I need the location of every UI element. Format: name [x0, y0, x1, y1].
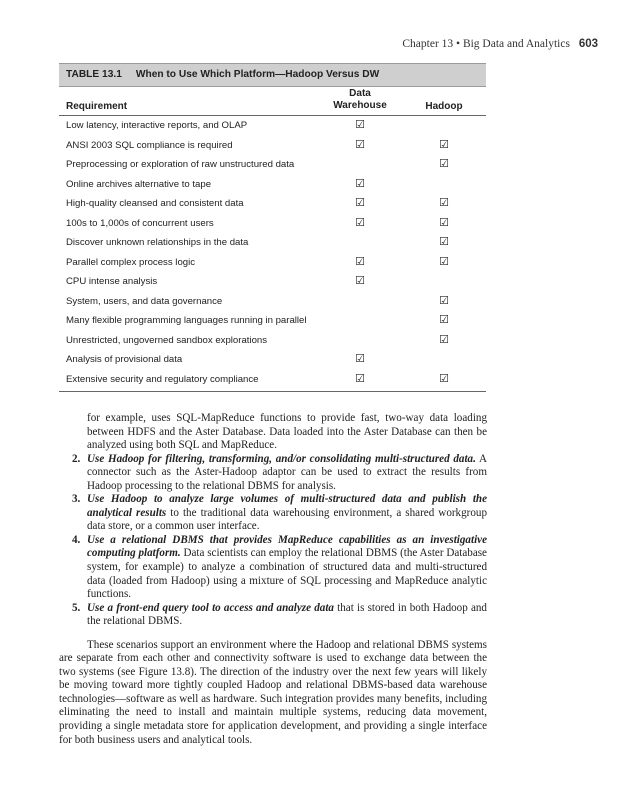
chapter-label: Chapter 13 [402, 38, 454, 50]
table-row [59, 214, 486, 234]
closing-paragraph: These scenarios support an environment where the Hadoop and relational DBMS systems are separate from each other and connectivity software is used to exchange data between the two systems (see Figure 13.8). The direction of the industry over the next few years will likely be moving toward more tightly coupled Hadoop and relational DBMS-based data warehouse technologies—software as well as hardware. Such integration provides many benefits, including eliminating the need to install and maintain multiple systems, reducing data movement, providing a single metadata store for application development, and providing a single interface for both business users and analytical tools. [59, 638, 487, 746]
requirement-cell: ANSI 2003 SQL compliance is required [66, 139, 233, 151]
column-header-data-warehouse: Data Warehouse [333, 88, 387, 111]
table-caption [59, 63, 486, 87]
table-row [59, 272, 486, 292]
list-item-heading: Use Hadoop to analyze large volumes of multi-structured data and publish the analytical results [87, 493, 487, 519]
hadoop-check-cell: ☑ [439, 294, 449, 307]
dw-check-cell: ☑ [355, 177, 365, 190]
table-number: TABLE 13.1 [66, 69, 122, 80]
table-row [59, 350, 486, 370]
list-item-number: 2. [72, 452, 81, 465]
hadoop-check-cell: ☑ [439, 197, 449, 209]
list-item-number: 5. [72, 601, 81, 614]
list-item-text: Data scientists can employ the relational DBMS (the Aster Database system, for example) to analyze a combination of structured data and multi-structured data (loaded from Hadoop) using a mixture of SQL processing and MapReduce analytic functions. [87, 547, 487, 601]
table-body [59, 116, 486, 389]
list-item-heading: Use a front-end query tool to access and analyze data [87, 601, 334, 614]
requirement-cell: Preprocessing or exploration of raw unstructured data [66, 159, 295, 170]
table-bottom-rule [59, 391, 486, 392]
platform-comparison-table [59, 63, 486, 392]
table-row [59, 331, 486, 351]
requirement-cell: High-quality cleansed and consistent data [66, 198, 244, 209]
list-item-heading: Use a relational DBMS that provides MapReduce capabilities as an investigative computing platform. [87, 533, 487, 560]
table-title: When to Use Which Platform—Hadoop Versus DW [135, 69, 380, 80]
list-item [59, 602, 487, 629]
hadoop-check-cell: ☑ [439, 158, 449, 170]
table-row [59, 292, 486, 312]
continuation-paragraph: for example, uses SQL-MapReduce functions to provide fast, two-way data loading between HDFS and the Aster Database. Data loaded into the Aster Database can then be analyzed using both SQL and MapReduce. [87, 412, 487, 452]
list-item [59, 453, 487, 494]
requirement-cell: Extensive security and regulatory compliance [66, 373, 259, 385]
page-number: 603 [578, 38, 598, 50]
chapter-title: Big Data and Analytics [462, 38, 570, 50]
requirement-cell: System, users, and data governance [66, 295, 223, 307]
hadoop-check-cell: ☑ [439, 333, 449, 346]
table-row [59, 175, 486, 195]
table-row [59, 136, 486, 156]
hadoop-check-cell: ☑ [439, 138, 449, 151]
requirement-cell: Parallel complex process logic [66, 256, 196, 268]
hadoop-check-cell: ☑ [439, 314, 449, 326]
dw-check-cell: ☑ [355, 275, 365, 287]
table-row [59, 311, 486, 331]
list-item-text: to the traditional data warehousing environment, a shared workgroup data store, or a common user interface. [87, 506, 487, 533]
list-item [59, 534, 487, 602]
requirement-cell: CPU intense analysis [66, 276, 158, 287]
requirement-cell: Discover unknown relationships in the data [66, 237, 249, 248]
hadoop-check-cell: ☑ [439, 255, 449, 268]
body-text [59, 412, 487, 747]
requirement-cell: Unrestricted, ungoverned sandbox explorations [66, 334, 268, 346]
requirement-cell: Online archives alternative to tape [66, 178, 212, 190]
header-separator: • [456, 38, 461, 50]
hadoop-check-cell: ☑ [439, 236, 449, 248]
table-row [59, 253, 486, 273]
column-header-requirement: Requirement [66, 101, 128, 112]
table-row [59, 194, 486, 214]
dw-check-cell: ☑ [355, 216, 365, 229]
dw-check-cell: ☑ [355, 197, 365, 209]
table-row [59, 233, 486, 253]
list-item [59, 493, 487, 534]
table-row [59, 370, 486, 390]
list-item-heading: Use Hadoop for filtering, transforming, and/or consolidating multi-structured data. [87, 452, 476, 465]
requirement-cell: Analysis of provisional data [66, 354, 183, 365]
requirement-cell: Many flexible programming languages running in parallel [66, 315, 307, 326]
table-row [59, 155, 486, 175]
list-item-text: that is stored in both Hadoop and the relational DBMS. [87, 601, 487, 628]
requirement-cell: 100s to 1,000s of concurrent users [66, 217, 214, 229]
running-header [402, 38, 598, 50]
hadoop-check-cell: ☑ [439, 372, 449, 385]
requirement-cell: Low latency, interactive reports, and OLAP [66, 120, 248, 131]
dw-check-cell: ☑ [355, 138, 365, 151]
column-header-hadoop: Hadoop [425, 101, 463, 112]
table-header-row [59, 87, 486, 116]
dw-check-cell: ☑ [355, 372, 365, 385]
list-item-number: 3. [72, 493, 81, 506]
numbered-list [59, 453, 487, 629]
hadoop-check-cell: ☑ [439, 216, 449, 229]
dw-check-cell: ☑ [355, 353, 365, 365]
dw-check-cell: ☑ [355, 119, 365, 131]
list-item-number: 4. [72, 533, 81, 546]
list-item-text: A connector such as the Aster-Hadoop adaptor can be used to extract the results from Hadoop processing to the relational DBMS for analysis. [87, 452, 487, 492]
table-row [59, 116, 486, 136]
dw-check-cell: ☑ [355, 255, 365, 268]
